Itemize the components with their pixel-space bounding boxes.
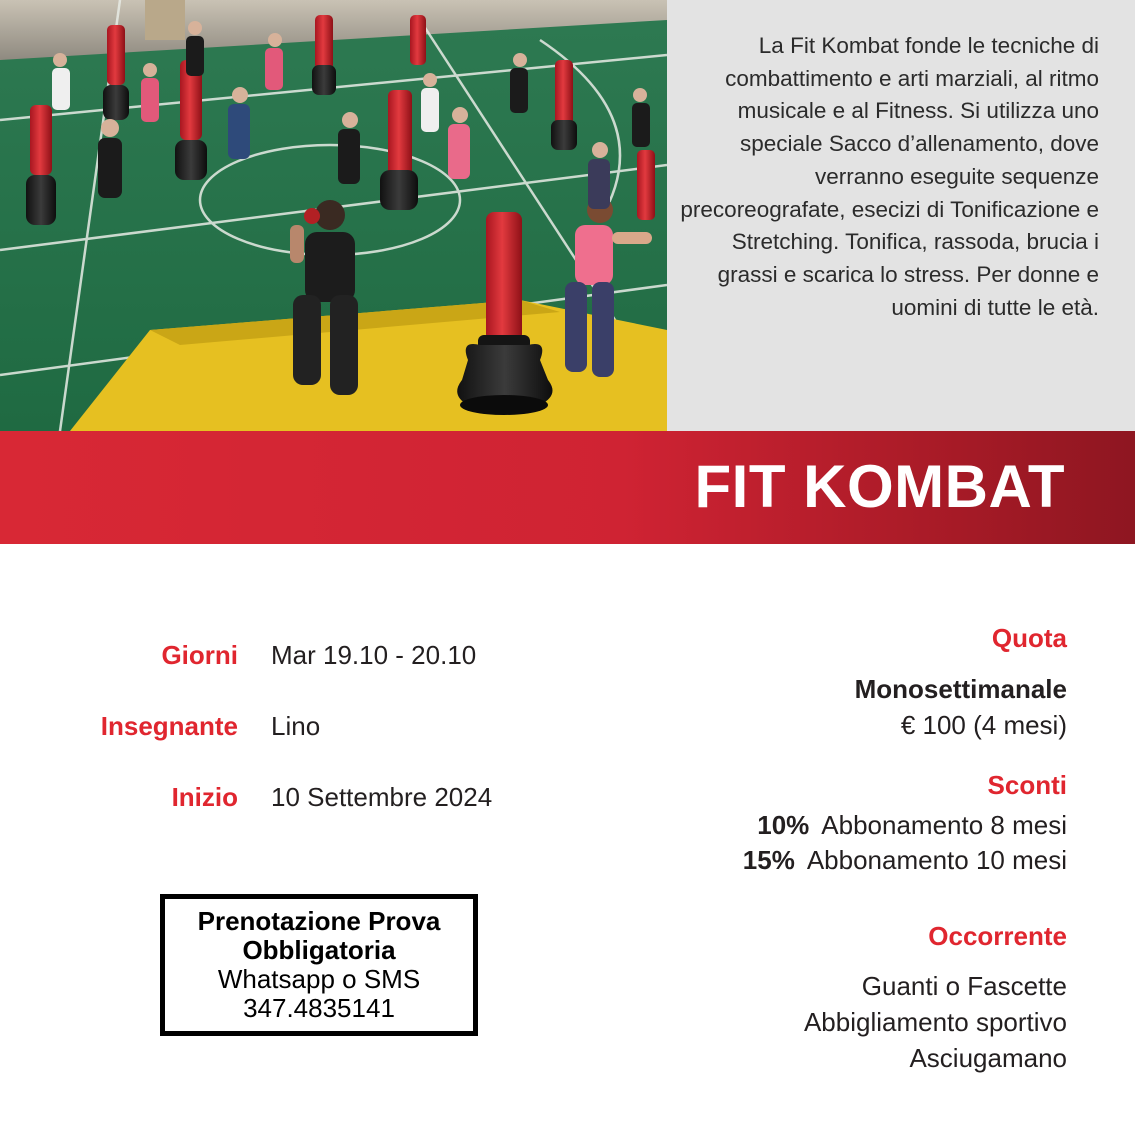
info-row-days bbox=[0, 635, 600, 675]
discount-item bbox=[743, 842, 1067, 878]
days-label: Giorni bbox=[161, 640, 238, 670]
fee-price: € 100 (4 mesi) bbox=[900, 710, 1067, 740]
booking-title-line1: Prenotazione Prova bbox=[197, 906, 441, 936]
discounts-heading: Sconti bbox=[987, 770, 1067, 800]
days-value: Mar 19.10 - 20.10 bbox=[271, 640, 477, 670]
course-title: FIT KOMBAT bbox=[694, 453, 1065, 520]
required-item: Abbigliamento sportivo bbox=[803, 1007, 1067, 1037]
info-row-start bbox=[0, 777, 600, 817]
discount-label: Abbonamento 8 mesi bbox=[821, 810, 1067, 840]
booking-contact-method: Whatsapp o SMS bbox=[217, 964, 421, 994]
booking-phone: 347.4835141 bbox=[243, 993, 395, 1023]
discount-label: Abbonamento 10 mesi bbox=[806, 845, 1067, 875]
teacher-value: Lino bbox=[271, 711, 321, 741]
booking-title-line2: Obbligatoria bbox=[242, 935, 396, 965]
required-heading: Occorrente bbox=[928, 921, 1067, 951]
discount-item bbox=[757, 807, 1067, 843]
discount-percent: 15% bbox=[742, 845, 795, 875]
course-description: La Fit Kombat fonde le tecniche di combattimento e arti marziali, al ritmo musicale e al Fitness. Si utilizza uno speciale Sacco d’allenamento, dove verranno eseguite sequenze precoreografate, esecizi di Tonificazione e Stretching. Tonifica, rassoda, brucia i grassi e scarica lo stress. Per donne e uomini di tutte le età. bbox=[680, 33, 1099, 320]
required-item: Guanti o Fascette bbox=[861, 971, 1067, 1001]
teacher-label: Insegnante bbox=[100, 711, 238, 741]
booking-box bbox=[160, 894, 478, 1036]
class-photo bbox=[0, 0, 667, 431]
info-row-teacher bbox=[0, 706, 600, 746]
title-banner bbox=[0, 431, 1135, 544]
start-label: Inizio bbox=[171, 782, 238, 812]
fee-plan: Monosettimanale bbox=[854, 674, 1067, 704]
description-panel bbox=[667, 0, 1135, 431]
required-item: Asciugamano bbox=[909, 1043, 1067, 1073]
discount-percent: 10% bbox=[757, 810, 810, 840]
start-value: 10 Settembre 2024 bbox=[271, 782, 493, 812]
fee-heading: Quota bbox=[991, 623, 1067, 653]
